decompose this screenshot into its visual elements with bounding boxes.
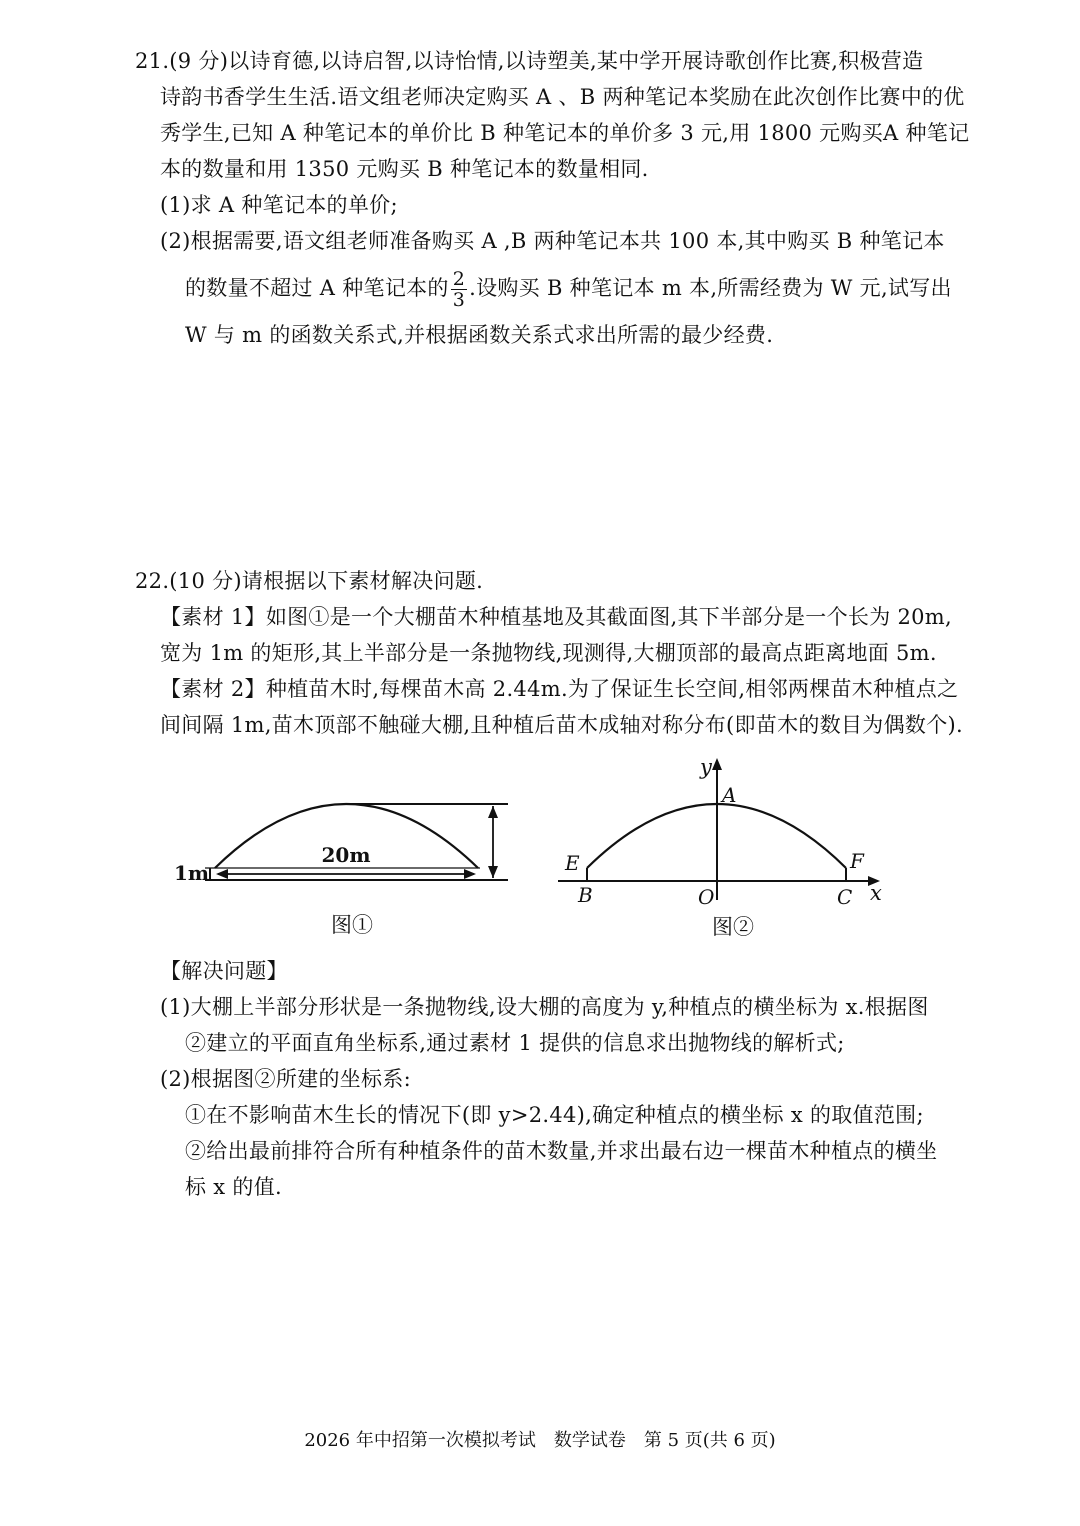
q21-line-1: 21.(9 分)以诗育德,以诗启智,以诗怡情,以诗塑美,某中学开展诗歌创作比赛,积极营造: [135, 49, 924, 73]
q21-part-1: (1)求 A 种笔记本的单价;: [160, 193, 398, 217]
q21-line-3: 秀学生,已知 A 种笔记本的单价比 B 种笔记本的单价多 3 元,用 1800 元购买A 种笔记: [160, 121, 970, 145]
figure-1-greenhouse-cross-section: [160, 780, 530, 950]
q22-solve-2-b-line-1: ②给出最前排符合所有种植条件的苗木数量,并求出最右边一棵苗木种植点的横坐: [185, 1139, 938, 1163]
fig1-height-arrow-bottom-head: [488, 866, 498, 878]
fraction-denominator: 3: [452, 289, 466, 311]
q22-solve-2-a: ①在不影响苗木生长的情况下(即 y>2.44),确定种植点的横坐标 x 的取值范围;: [185, 1103, 924, 1127]
fig1-width-label: 20m: [321, 843, 371, 867]
q22-solve-heading: 【解决问题】: [160, 959, 288, 983]
fig2-label-C: C: [837, 885, 853, 909]
q21-part-2-text-before-fraction: 的数量不超过 A 种笔记本的: [185, 276, 449, 300]
fig2-y-label: y: [700, 755, 712, 779]
fraction-two-thirds: [451, 269, 467, 310]
q21-part-2-line-3: W 与 m 的函数关系式,并根据函数关系式求出所需的最少经费.: [185, 323, 774, 347]
q21-line-2: 诗韵书香学生生活.语文组老师决定购买 A 、B 两种笔记本奖励在此次创作比赛中的优: [160, 85, 965, 109]
fig2-label-E: E: [565, 851, 580, 875]
fig1-height-label: 1m: [174, 861, 210, 885]
q22-material-2-line-2: 间间隔 1m,苗木顶部不触碰大棚,且种植后苗木成轴对称分布(即苗木的数目为偶数个).: [160, 713, 963, 737]
fig2-label-O: O: [698, 885, 715, 909]
figure-2-coordinate-system: [550, 750, 900, 950]
fig2-x-label: x: [870, 881, 882, 905]
fraction-numerator: 2: [452, 268, 466, 290]
fig1-caption: 图①: [331, 913, 373, 937]
q22-material-1-line-2: 宽为 1m 的矩形,其上半部分是一条抛物线,现测得,大棚顶部的最高点距离地面 5m.: [160, 641, 937, 665]
fig1-height-arrow-top-head: [488, 806, 498, 818]
q21-part-2-line-1: (2)根据需要,语文组老师准备购买 A ,B 两种笔记本共 100 本,其中购买 B 种笔记本: [160, 229, 945, 253]
q22-solve-2-b-line-2: 标 x 的值.: [185, 1175, 282, 1199]
q21-part-2-text-after-fraction: .设购买 B 种笔记本 m 本,所需经费为 W 元,试写出: [469, 276, 952, 300]
q22-solve-1-line-2: ②建立的平面直角坐标系,通过素材 1 提供的信息求出抛物线的解析式;: [185, 1031, 845, 1055]
q21-part-2-line-2: [185, 266, 952, 310]
fig2-label-F: F: [850, 849, 864, 873]
q22-line-1: 22.(10 分)请根据以下素材解决问题.: [135, 569, 484, 593]
page-footer: 2026 年中招第一次模拟考试 数学试卷 第 5 页(共 6 页): [304, 1430, 776, 1451]
q21-line-4: 本的数量和用 1350 元购买 B 种笔记本的数量相同.: [160, 157, 649, 181]
q22-solve-2: (2)根据图②所建的坐标系:: [160, 1067, 412, 1091]
fig2-label-B: B: [578, 883, 593, 907]
fig1-width-arrow-right-head: [464, 869, 476, 879]
fig1-width-arrow-left-head: [216, 869, 228, 879]
q22-material-2-line-1: 【素材 2】种植苗木时,每棵苗木高 2.44m.为了保证生长空间,相邻两棵苗木种植点之: [160, 677, 959, 701]
fig2-caption: 图②: [712, 915, 754, 939]
q22-material-1-line-1: 【素材 1】如图①是一个大棚苗木种植基地及其截面图,其下半部分是一个长为 20m,: [160, 605, 952, 629]
q22-solve-1-line-1: (1)大棚上半部分形状是一条抛物线,设大棚的高度为 y,种植点的横坐标为 x.根据图: [160, 995, 929, 1019]
fig2-y-axis-arrow: [712, 758, 722, 770]
fig2-label-A: A: [722, 783, 737, 807]
